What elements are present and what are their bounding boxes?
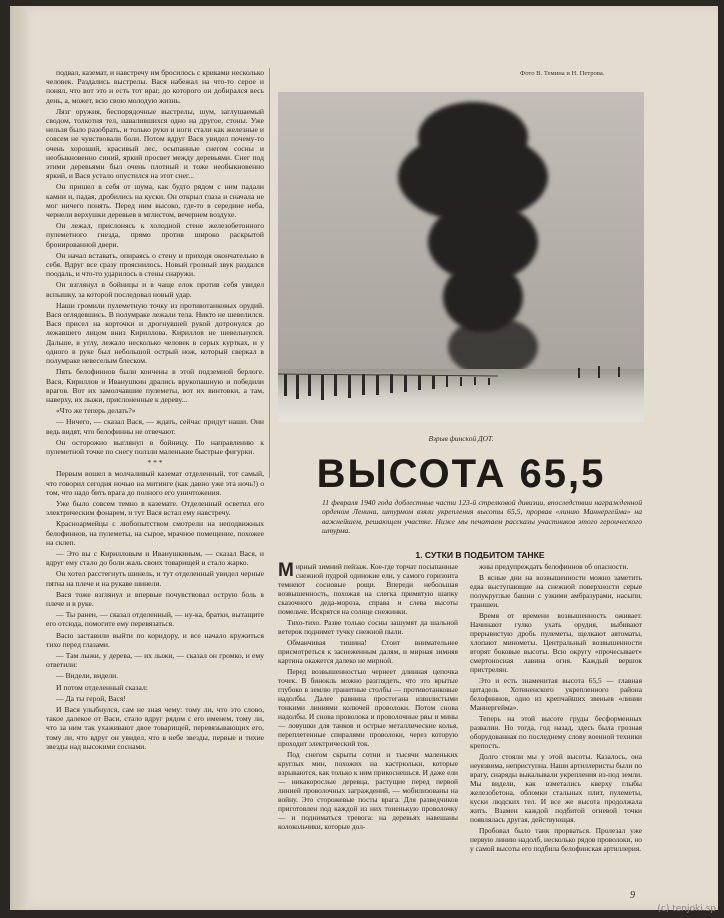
paragraph: Он взглянул в бойницы и в чаще елок против себя увидел вспышку, за которой последовал новый удар. — [46, 280, 264, 299]
paragraph: Красноармейцы с любопытством смотрели на неподвижных белофиннов, на пулеметы, на сырое, мрачное помещение, похожее на склеп. — [46, 519, 264, 547]
paragraph: Долго стояли мы у этой высоты. Казалось, она неуязвима, неприступна. Наши артиллеристы были по врагу, снаряды выкалывали укрепления из-под земли. Мы видели, как взметались кверху глыбы железобетона, обломки стальных плит, пулеметы, куски людских тел. И все же высота продолжала жить. Взамен каждой подбитой огневой точки появлялась другая, действующая. — [470, 752, 642, 824]
right-text-column — [470, 562, 642, 898]
article-title: ВЫСОТА 65,5 — [316, 452, 606, 496]
paragraph: Он пришел в себя от шума, как будто рядом с ним падали камни и, падая, дробились на куски. Он открыл глаза и сначала не мог ничего понять. Перед ним высоко, где-то в середине неба, чернели верхушки деревьев в мглистом, вечернем воздухе. — [46, 182, 264, 220]
paragraph: Васю заставили выйти по коридору, и все начало кружиться тихо перед глазами. — [46, 630, 264, 649]
paragraph: Вася тоже взглянул и впервые почувствовал острую боль в плече и в руке. — [46, 589, 264, 608]
explosion-photo — [278, 92, 644, 422]
paragraph: Под снегом скрыты сотни и тысячи маленьких круглых мин, похожих на кастрюльки, которые взрываются, как только к ним прикоснешься. И даже ели — никакорослые деревца, растущие перед первой линией проволочных заграждений, — мобилизованы на войну. Это сторожевые посты врага. Для разведчиков приготовлен под каждой из них тоненькую проволочку — и подниматься тревога: на деревьях навешаны колокольчики, которые дол- — [278, 750, 458, 831]
page-binding — [10, 6, 28, 910]
paragraph: Время от времени возвышенность оживает. Начинают гулко ухать орудия, выбивают прерывистую дробь пулеметы, щелкают автоматы, хлопают минометы. Центральный возвышенности вторят боковые высоты. Всю округу «прочесывает» смертоносная лавина огня. Каждый вершок пристрелян. — [470, 611, 642, 674]
obstacle-posts — [278, 92, 644, 422]
paragraph: жны предупреждать белофиннов об опасности. — [479, 562, 629, 571]
drop-cap: М — [278, 562, 294, 581]
magazine-page — [10, 6, 718, 910]
paragraph: Пробовал было танк прорваться. Пролезал уже первую линию надолб, несколько рядов проволоки, но у самой высоты его подбила белофинская артиллерия. — [470, 826, 642, 853]
photo-credit: Фото В. Темина и Н. Петрова. — [520, 70, 605, 77]
paragraph: Тихо-тихо. Разве только сосны зашумят да шальной ветерок поднимет тучку снежной пыли. — [278, 618, 458, 636]
paragraph: «Что же теперь делать?» — [56, 406, 136, 416]
paragraph: Наши громили пулеметную точку из противотанковых орудий. Вася оглядевшись. В полумраке лежали тела. Никто не шевелился. Вася присел на корточки и дрогнувшей рукой дотронулся до лежавшего лицом вниз Кириллова. Кириллов не шевельнулся. Дальше, в углу, лежало несколько человек в серых куртках, и у одного в руке был небольшой острый нож, который сверкал в полумраке невеселым блеском. — [46, 300, 264, 366]
paragraph: — Ничего, — сказал Вася, — ждать, сейчас придут наши. Они ведь видят, что белофинны не отвечают. — [46, 417, 264, 436]
paragraph: — Да ты герой, Вася! — [56, 693, 126, 703]
paragraph: Он начал вставать, опираясь о стену и приходя окончательно в себя. Вдруг все сразу прояснилось. Новый грозный звук раздался поодаль, и что-то ударилось в стены снаружи. — [46, 250, 264, 279]
paragraph: Перед возвышенностью чернеет длинная цепочка точек. В бинокль можно разглядеть, что это врытые глубоко в землю гранитные столбы — противотанковые надолбы. Далее равнина простегана извилистыми тонкими линиями колючей проволоки. Потом снова надолбы. И снова проволока и проволочные рвы и мины — ловушки для танков и острые металлические колья, переплетенные спиралями проволоки, через которую проходит электрический ток. — [278, 667, 458, 748]
left-text-column — [46, 68, 264, 898]
watermark: (c) tenjoki.sp — [657, 904, 716, 914]
paragraph: В ясные дни на возвышенности можно заметить едва выступающие на снежной поверхности серые полукруглые башни с узкими амбразурами, насыпи, траншеи. — [470, 573, 642, 609]
paragraph: Обманчивая тишина! Стоит внимательнее присмотреться к заснеженным далям, и мирная зимняя картина окажется далеко не мирной. — [278, 638, 458, 665]
page-number: 9 — [630, 890, 635, 901]
paragraph: — Там лыжи, у дерева, — их лыжи, — сказал он громко, и ему ответили: — [46, 650, 264, 670]
paragraph: Теперь на этой высоте груды бесформенных развалин. Но тогда, год назад, здесь была грозная оборудованная по последнему слову военной техники крепость. — [470, 714, 642, 750]
paragraph: Первым вошел в молчаливый каземат отделенный, тот самый, что говорил сегодня ночью на митинге (как давно уже эта ночь!) о том, что надо бить врага до полного его уничтожения. — [46, 469, 264, 497]
paragraph: — Это вы с Кирилловым и Иванушкиным, — сказал Вася, и вдруг ему стало до боли жаль своих товарищей и стало жарко. — [46, 548, 264, 568]
paragraph: Мирный зимний пейзаж. Кое-где торчат посыпанные снежной пудрой одинокие ели, у самого горизонта темнеют сосновые рощи. Впереди небольшая возвышенность, похожая на слегка примятую шапку сказочного деда-мороза, справа и слева высоты помельче. Искрятся на солнце снежинки. — [278, 562, 458, 616]
middle-text-column — [278, 562, 458, 898]
paragraph: Он осторожно выглянул в бойницу. По направлению к пулеметной точке по снегу ползли маленькие быстрые фигурки. — [46, 437, 264, 456]
section-heading: 1. СУТКИ В ПОДБИТОМ ТАНКЕ — [415, 550, 545, 560]
paragraph: И потом отделенный сказал: — [56, 682, 148, 692]
paragraph: Он лежал, прислонясь к холодной стене железобетонного пулеметного гнезда, прямо против широко раскрытой бронированной двери. — [46, 221, 264, 249]
paragraph: Уже было совсем темно в каземате. Отделенный осветил его электрическим фонарем, и тут Вася встал ему навстречу. — [46, 498, 264, 518]
photo-caption: Взрыв финской ДОТ. — [428, 434, 494, 443]
paragraph: * * * — [147, 458, 163, 468]
paragraph: Пять белофиннов были кончены в этой подземной берлоге. Вася, Кириллов и Иванушкин дрались врукопашную и победили врагов. Вот их замолчавшие пулеметы, вот их винтовки, а там, наверху, их лыжи, прислоненные к дереву... — [46, 367, 264, 404]
article-lead: 11 февраля 1940 года доблестные части 123-й стрелковой дивизии, впоследствии награжденной орденом Ленина, штурмом взяли укрепления высоты 65,5, прорвав «линию Маннергейма» на важнейшем, решающем участке. Ниже мы печатаем рассказы участников этого героического штурма. — [322, 498, 642, 536]
paragraph: Это и есть знаменитая высота 65,5 — главная цитадель Хотиненского укрепленного района белофиннов, одно из крепчайших звеньев «линии Маннергейма». — [470, 676, 642, 712]
paragraph: — Видели, видели. — [56, 671, 119, 681]
paragraph: — Ты ранен, — сказал отделенный, — ну-ка, братки, вытащите его отсюда, помогите ему перевязаться. — [46, 610, 264, 629]
paragraph: И Вася улыбнулся, сам не зная чему: тому ли, что это слово, такое далекое от Васи, стало вдруг рядом с его именем, тому ли, что за ним так ухаживают двое товарищей, перевязывающих его, тому ли, что вдруг он увидел, что в небе звезды, первые и тихие звезды над высокими соснами. — [46, 705, 264, 751]
column-divider — [269, 68, 270, 478]
paragraph: Лязг оружия, беспорядочные выстрелы, шум, заглушаемый сводом, толкотня тел, навалившихся одно на другое, стоны. Уже нельзя было разобрать, и только руки и ноги стали как железные и совсем не чувствовали боли. Потом вдруг Вася увидел почему-то очень хороший, красивый лес, осыпанные снегом сосны и необыкновенно синий, яркий просвет между деревьями. Снег под этими деревьями был очень плотный и тоже необыкновенно яркий, и Вася устало опустился на этот снег... — [46, 106, 264, 181]
paragraph: Он хотел расстегнуть шинель, и тут отделенный увидел черные пятна на плече и на рукаве шинели. — [46, 569, 264, 588]
paragraph: подвал, каземат, и навстречу им бросилось с криками несколько человек. Раздались выстрелы. Вася набежал на что-то серое и понял, что вот это и есть тот враг, до которого он добирался весь день, а, может, всю свою молодую жизнь. — [46, 68, 264, 105]
